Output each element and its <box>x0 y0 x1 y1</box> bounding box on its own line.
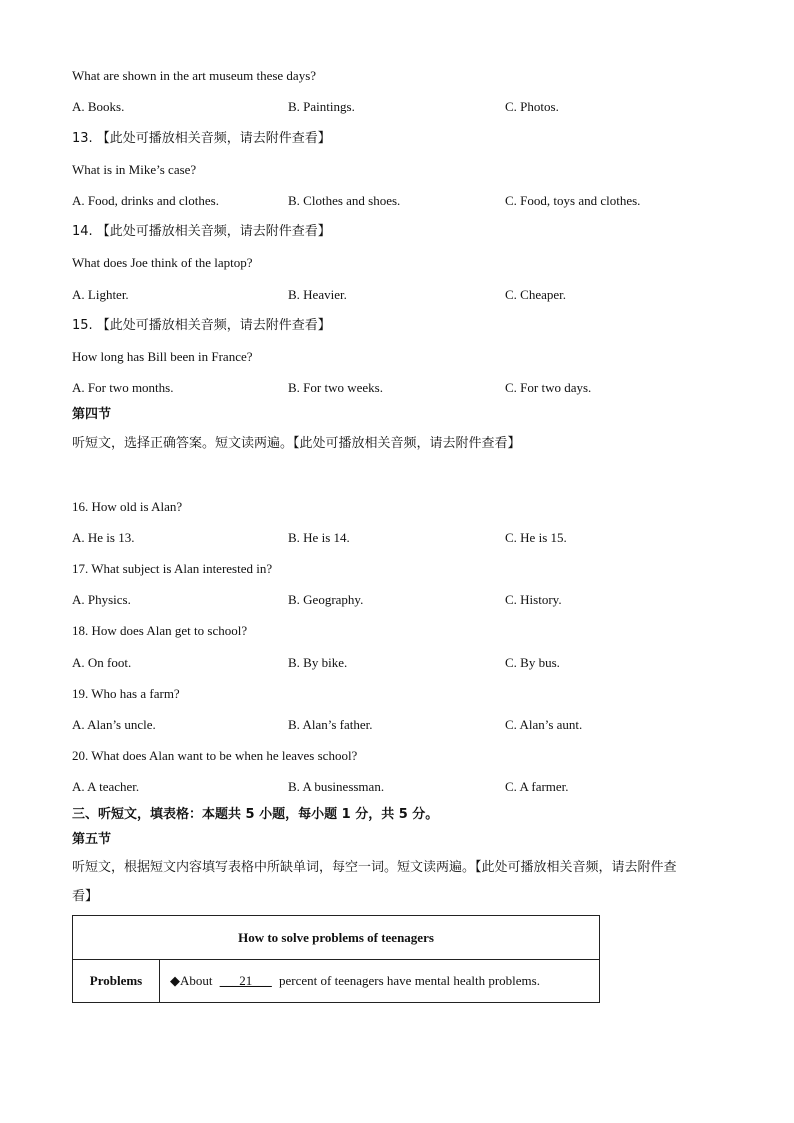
q14-audio-note[interactable]: 14. 【此处可播放相关音频，请去附件查看】 <box>72 224 331 239</box>
q15-audio-note[interactable]: 15. 【此处可播放相关音频，请去附件查看】 <box>72 318 331 333</box>
row-suffix: percent of teenagers have mental health problems. <box>279 973 540 988</box>
q13-option-b: B. Clothes and shoes. <box>288 193 401 208</box>
q19-option-b: B. Alan’s father. <box>288 717 373 732</box>
q17-option-c: C. History. <box>505 592 562 607</box>
q12-question: What are shown in the art museum these days? <box>72 68 317 83</box>
section5-instruction-line1[interactable]: 听短文，根据短文内容填写表格中所缺单词，每空一词。短文读两遍。【此处可播放相关音频，请去附件查 <box>72 860 677 875</box>
q15-question: How long has Bill been in France? <box>72 349 253 364</box>
q16-options <box>72 529 732 547</box>
answer-blank-21[interactable]: ___21___ <box>219 973 272 988</box>
q15-option-a: A. For two months. <box>72 380 174 395</box>
q19-options <box>72 716 732 734</box>
section5-heading: 第五节 <box>72 832 112 847</box>
table-row-content <box>160 960 600 1003</box>
section5-instruction-line2: 看】 <box>72 889 99 904</box>
q17-option-a: A. Physics. <box>72 592 131 607</box>
q14-option-b: B. Heavier. <box>288 287 347 302</box>
q12-options <box>72 98 732 116</box>
q13-audio-note[interactable]: 13. 【此处可播放相关音频，请去附件查看】 <box>72 131 331 146</box>
q16-option-b: B. He is 14. <box>288 530 350 545</box>
q14-question: What does Joe think of the laptop? <box>72 255 253 270</box>
q16-option-c: C. He is 15. <box>505 530 567 545</box>
q17-options <box>72 591 732 609</box>
q18-question: 18. How does Alan get to school? <box>72 623 248 638</box>
q17-question: 17. What subject is Alan interested in? <box>72 561 273 576</box>
q20-option-c: C. A farmer. <box>505 779 569 794</box>
bullet-prefix: ◆About <box>170 973 213 988</box>
q12-option-c: C. Photos. <box>505 99 559 114</box>
q15-options <box>72 379 732 397</box>
table-row-label: Problems <box>73 960 160 1003</box>
q12-option-a: A. Books. <box>72 99 125 114</box>
part3-heading: 三、听短文，填表格：本题共 5 小题，每小题 1 分，共 5 分。 <box>72 807 439 822</box>
section4-heading: 第四节 <box>72 407 112 422</box>
q18-option-c: C. By bus. <box>505 655 560 670</box>
q16-question: 16. How old is Alan? <box>72 499 183 514</box>
table-title: How to solve problems of teenagers <box>73 916 600 960</box>
q12-option-b: B. Paintings. <box>288 99 355 114</box>
q18-options <box>72 654 732 672</box>
q13-options <box>72 192 732 210</box>
q14-options <box>72 286 732 304</box>
q20-option-a: A. A teacher. <box>72 779 140 794</box>
q13-question: What is in Mike’s case? <box>72 162 197 177</box>
q20-options <box>72 778 732 796</box>
q15-option-b: B. For two weeks. <box>288 380 383 395</box>
fill-in-table <box>72 915 600 1003</box>
q19-question: 19. Who has a farm? <box>72 686 180 701</box>
q20-question: 20. What does Alan want to be when he leaves school? <box>72 748 358 763</box>
q16-option-a: A. He is 13. <box>72 530 135 545</box>
q14-option-a: A. Lighter. <box>72 287 129 302</box>
q13-option-a: A. Food, drinks and clothes. <box>72 193 219 208</box>
q18-option-a: A. On foot. <box>72 655 132 670</box>
q13-option-c: C. Food, toys and clothes. <box>505 193 641 208</box>
q15-option-c: C. For two days. <box>505 380 592 395</box>
q14-option-c: C. Cheaper. <box>505 287 567 302</box>
q19-option-a: A. Alan’s uncle. <box>72 717 156 732</box>
q17-option-b: B. Geography. <box>288 592 364 607</box>
q20-option-b: B. A businessman. <box>288 779 385 794</box>
q18-option-b: B. By bike. <box>288 655 348 670</box>
section4-instruction[interactable]: 听短文，选择正确答案。短文读两遍。【此处可播放相关音频，请去附件查看】 <box>72 436 521 451</box>
q19-option-c: C. Alan’s aunt. <box>505 717 583 732</box>
